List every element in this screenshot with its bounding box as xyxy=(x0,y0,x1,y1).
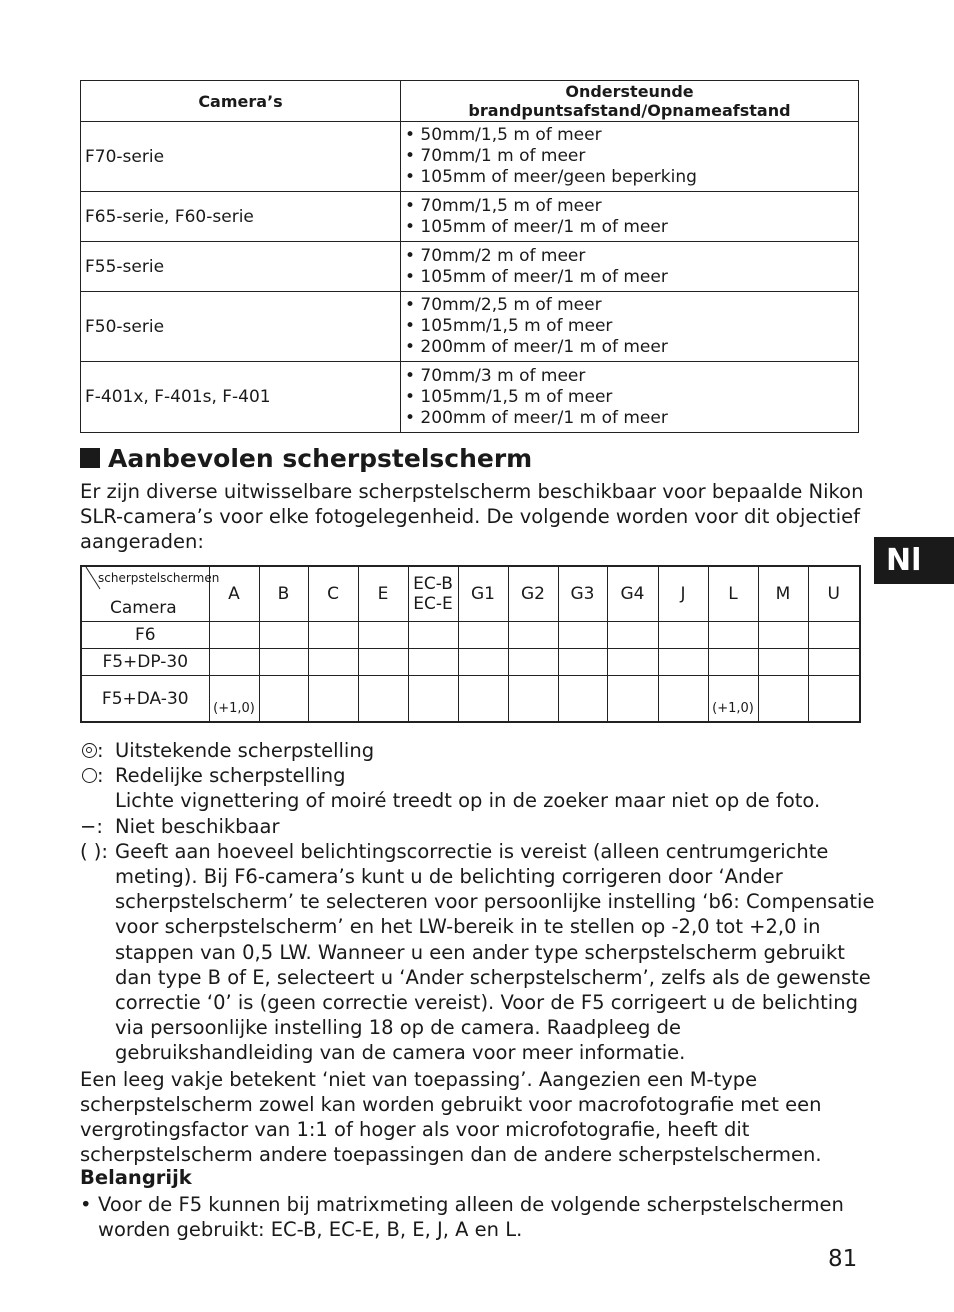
screen-column-header: B xyxy=(259,566,308,622)
correction-note-l: (+1,0) xyxy=(712,700,754,716)
camera-cell: F-401x, F-401s, F-401 xyxy=(81,362,401,433)
focus-line: • 70mm/2 m of meer xyxy=(405,245,586,266)
screen-column-header: G1 xyxy=(458,566,508,622)
square-bullet-icon xyxy=(80,448,100,468)
focusing-screen-table xyxy=(80,565,859,725)
screen-row-label: F5+DP-30 xyxy=(81,649,209,676)
section-title-text: Aanbevolen scherpstelscherm xyxy=(108,444,533,473)
camera-compatibility-table xyxy=(80,80,859,433)
camera-cell: F65-serie, F60-serie xyxy=(81,192,401,242)
screen-column-header: A xyxy=(209,566,259,622)
focus-line: • 70mm/1 m of meer xyxy=(405,146,586,166)
focus-line: • 200mm of meer/1 m of meer xyxy=(405,337,668,357)
screen-column-header: J xyxy=(658,566,708,622)
focus-cell xyxy=(401,192,859,242)
table-row xyxy=(81,362,859,433)
focus-cell xyxy=(401,292,859,362)
section-intro: Er zijn diverse uitwisselbare scherpstelscherm beschikbaar voor bepaalde Nikon SLR-camera’s voor elke fotogelegenheid. De volgende worden voor dit objectief aangeraden: xyxy=(80,480,864,553)
table-row xyxy=(81,122,859,192)
corner-top-label: scherpstelschermen xyxy=(98,571,220,585)
focus-line: • 105mm of meer/geen beperking xyxy=(405,167,697,187)
screen-column-header: G2 xyxy=(508,566,558,622)
screen-column-header: L xyxy=(708,566,758,622)
focus-cell xyxy=(401,122,859,192)
table-row xyxy=(81,622,860,649)
corner-bottom-label: Camera xyxy=(110,598,177,618)
legend-symbol: −: xyxy=(80,814,103,838)
screen-column-header: M xyxy=(758,566,808,622)
table-row xyxy=(81,649,860,676)
legend xyxy=(80,738,880,1066)
table-row xyxy=(81,292,859,362)
screen-row-label: F5+DA-30 xyxy=(81,676,209,723)
focus-line: • 50mm/1,5 m of meer xyxy=(405,125,602,145)
bullet-glyph: • xyxy=(80,1193,92,1216)
focus-line: • 105mm of meer/1 m of meer xyxy=(405,216,668,237)
page-number: 81 xyxy=(828,1246,858,1272)
screen-column-header: C xyxy=(308,566,358,622)
screen-row-label: F6 xyxy=(81,622,209,649)
table-header-row xyxy=(81,81,859,122)
screen-column-header-line: EC-E xyxy=(413,594,453,614)
important-bullet xyxy=(80,1192,870,1242)
screen-column-header: G3 xyxy=(558,566,607,622)
legend-symbol: : xyxy=(97,739,104,762)
corner-cell xyxy=(81,566,220,622)
legend-text: Geeft aan hoeveel belichtingscorrectie is vereist (alleen centrumgerichte meting). Bij F6-camera’s kunt u de belichting corrigeren door ‘Ander scherpstelscherm’ te selecteren voor persoonlijke instelling ‘b6: Compensatie voor scherpstelscherm’ en het LW-bereik in te stellen op -2,0 tot +2,0 in stappen van 0,5 LW. Wanneer u een ander type scherpstelscherm gebruikt dan type B of E, selecteert u ‘Ander scherpstelscherm’, zelfs als de gewenste correctie ‘0’ is (geen correctie vereist). Voor de F5 corrigeert u de belichting via persoonlijke instelling 18 op de camera. Raadpleeg de gebruikshandleiding van de camera voor meer informatie. xyxy=(115,839,875,1065)
camera-cell: F70-serie xyxy=(81,122,401,192)
legend-text: Niet beschikbaar xyxy=(115,814,280,838)
column-header-focus: Ondersteunde brandpuntsafstand/Opnameafstand xyxy=(401,81,859,122)
focus-line: • 105mm/1,5 m of meer xyxy=(405,316,613,336)
table-row xyxy=(81,242,859,292)
focus-cell xyxy=(401,362,859,433)
legend-item xyxy=(80,814,880,839)
focus-line: • 200mm of meer/1 m of meer xyxy=(405,407,668,428)
screen-column-header: U xyxy=(808,566,860,622)
important-heading: Belangrijk xyxy=(80,1166,192,1189)
camera-cell: F55-serie xyxy=(81,242,401,292)
body-paragraph: Een leeg vakje betekent ‘niet van toepassing’. Aangezien een M-type scherpstelscherm zowel kan worden gebruikt voor macrofotografie met een vergrotingsfactor van 1:1 of hoger als voor microfotografie, heeft dit scherpstelscherm andere toepassingen dan de andere scherpstelschermen. xyxy=(80,1068,822,1166)
legend-item xyxy=(80,763,880,788)
focus-line: • 70mm/3 m of meer xyxy=(405,365,586,386)
legend-item xyxy=(80,839,880,1066)
focus-cell xyxy=(401,242,859,292)
legend-symbol xyxy=(80,788,115,813)
focus-line: • 70mm/2,5 m of meer xyxy=(405,295,602,315)
legend-text: Redelijke scherpstelling xyxy=(115,764,346,788)
important-text: Voor de F5 kunnen bij matrixmeting alleen de volgende scherpstelschermen worden gebruikt: EC-B, EC-E, B, E, J, A en L. xyxy=(98,1193,844,1241)
screen-column-header-line: EC-B xyxy=(413,574,453,594)
column-header-camera: Camera’s xyxy=(81,81,401,122)
section-title xyxy=(80,444,532,473)
legend-symbol: ( ): xyxy=(80,839,108,863)
table-row xyxy=(81,676,860,723)
correction-note-a: (+1,0) xyxy=(213,700,255,716)
camera-cell: F50-serie xyxy=(81,292,401,362)
legend-text: Lichte vignettering of moiré treedt op in de zoeker maar niet op de foto. xyxy=(115,789,821,813)
screen-column-header: G4 xyxy=(607,566,658,622)
screen-column-header xyxy=(408,566,458,622)
double-circle-icon xyxy=(82,743,97,758)
legend-text: Uitstekende scherpstelling xyxy=(115,739,375,762)
table-row xyxy=(81,192,859,242)
legend-item xyxy=(80,738,880,763)
focus-line: • 70mm/1,5 m of meer xyxy=(405,195,602,216)
language-tab: Nl xyxy=(874,537,954,584)
screen-header-row xyxy=(81,566,860,622)
circle-icon xyxy=(82,768,97,783)
legend-symbol: : xyxy=(97,764,104,788)
focus-line: • 105mm/1,5 m of meer xyxy=(405,386,613,407)
screen-column-header: E xyxy=(358,566,408,622)
focus-line: • 105mm of meer/1 m of meer xyxy=(405,266,668,287)
legend-item xyxy=(80,788,880,813)
